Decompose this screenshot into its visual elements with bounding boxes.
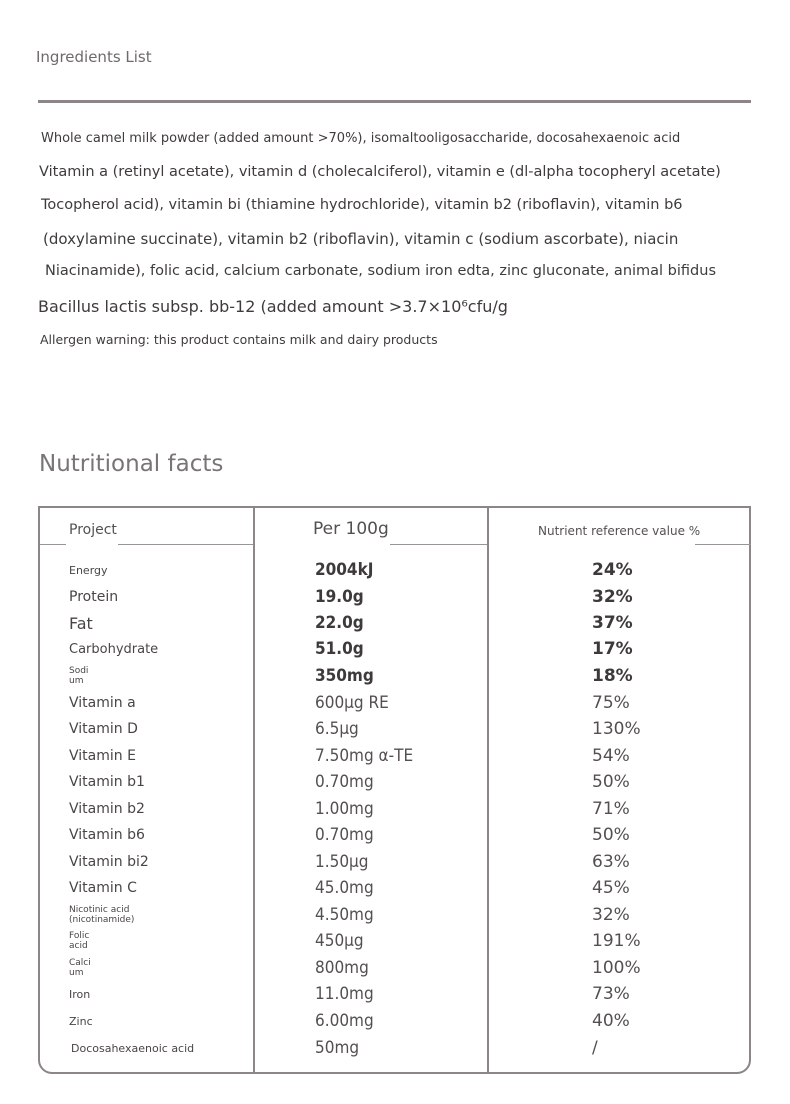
table-row [40, 902, 749, 928]
nrv-value: 50% [592, 772, 630, 792]
nrv-value: 54% [592, 746, 630, 766]
column-header-nrv: Nutrient reference value % [538, 524, 701, 538]
nutrient-name: Calcium [69, 958, 91, 978]
table-row [40, 796, 749, 822]
ingredients-heading: Ingredients List [36, 48, 152, 66]
nrv-value: 71% [592, 799, 630, 819]
nrv-value: 73% [592, 984, 630, 1004]
nutrition-table [38, 506, 751, 1074]
nutrient-name: Vitamin a [69, 695, 136, 711]
table-row [40, 849, 749, 875]
nrv-value: 191% [592, 931, 641, 951]
nutrient-name: Vitamin b1 [69, 774, 145, 790]
table-row [40, 636, 749, 662]
nutrient-name: Folic acid [69, 931, 90, 951]
per-100g-value: 1.50μg [315, 852, 369, 872]
nutrient-name: Vitamin D [69, 721, 138, 737]
table-row [40, 875, 749, 901]
nutrient-name: Vitamin b6 [69, 827, 145, 843]
nrv-value: 100% [592, 958, 641, 978]
nutrition-title: Nutritional facts [39, 451, 224, 477]
per-100g-value: 2004kJ [315, 560, 374, 580]
per-100g-value: 51.0g [315, 639, 364, 659]
nrv-value: 50% [592, 825, 630, 845]
per-100g-value: 1.00mg [315, 799, 374, 819]
nutrient-name: Iron [69, 987, 91, 1001]
table-row [40, 1008, 749, 1034]
header-underline [695, 544, 751, 545]
table-row [40, 1035, 749, 1061]
table-row [40, 955, 749, 981]
ingredients-line: Bacillus lactis subsp. bb-12 (added amount >3.7×10⁶cfu/g [38, 297, 508, 316]
nrv-value: 32% [592, 905, 630, 925]
nutrient-name: Vitamin C [69, 880, 137, 896]
per-100g-value: 19.0g [315, 587, 364, 607]
per-100g-value: 45.0mg [315, 878, 374, 898]
header-underline [40, 544, 66, 545]
per-100g-value: 11.0mg [315, 984, 374, 1004]
table-row [40, 690, 749, 716]
nrv-value: 40% [592, 1011, 630, 1031]
table-row [40, 663, 749, 689]
nutrient-name: Vitamin b2 [69, 801, 145, 817]
per-100g-value: 22.0g [315, 613, 364, 633]
header-underline [118, 544, 253, 545]
nrv-value: 32% [592, 587, 633, 607]
allergen-warning: Allergen warning: this product contains milk and dairy products [40, 332, 438, 347]
header-underline [390, 544, 487, 545]
per-100g-value: 4.50mg [315, 905, 374, 925]
nrv-value: 37% [592, 613, 633, 633]
per-100g-value: 6.00mg [315, 1011, 374, 1031]
ingredients-line: Whole camel milk powder (added amount >70%), isomaltooligosaccharide, docosahexaenoic acid [41, 131, 681, 146]
table-row [40, 928, 749, 954]
nrv-value: 63% [592, 852, 630, 872]
nrv-value: 17% [592, 639, 633, 659]
nutrient-name: Carbohydrate [69, 641, 159, 657]
ingredients-divider [38, 100, 751, 103]
per-100g-value: 6.5μg [315, 719, 359, 739]
table-row [40, 743, 749, 769]
ingredients-line: Niacinamide), folic acid, calcium carbonate, sodium iron edta, zinc gluconate, animal bifidus [45, 263, 717, 279]
nutrient-name: Zinc [69, 1014, 93, 1028]
per-100g-value: 0.70mg [315, 825, 374, 845]
nutrient-name: Fat [69, 613, 93, 633]
table-row [40, 981, 749, 1007]
column-header-project: Project [69, 522, 117, 538]
per-100g-value: 7.50mg α-TE [315, 746, 414, 766]
table-row [40, 557, 749, 583]
table-row [40, 610, 749, 636]
table-row [40, 716, 749, 742]
ingredients-line: Vitamin a (retinyl acetate), vitamin d (cholecalciferol), vitamin e (dl-alpha tocopheryl acetate) [39, 164, 721, 180]
per-100g-value: 50mg [315, 1038, 360, 1058]
per-100g-value: 0.70mg [315, 772, 374, 792]
ingredients-line: Tocopherol acid), vitamin bi (thiamine hydrochloride), vitamin b2 (riboflavin), vitamin b6 [41, 197, 683, 213]
nutrient-name: Nicotinic acid (nicotinamide) [69, 905, 135, 925]
nutrient-name: Protein [69, 589, 119, 605]
nrv-value: 45% [592, 878, 630, 898]
nutrient-name: Energy [69, 563, 108, 577]
nutrient-name: Docosahexaenoic acid [71, 1041, 195, 1055]
table-row [40, 822, 749, 848]
table-row [40, 584, 749, 610]
ingredients-line: (doxylamine succinate), vitamin b2 (riboflavin), vitamin c (sodium ascorbate), niacin [43, 230, 679, 248]
nrv-value: / [592, 1038, 598, 1058]
table-row [40, 769, 749, 795]
column-header-per-100g: Per 100g [313, 519, 389, 539]
nrv-value: 24% [592, 560, 633, 580]
nutrient-name: Vitamin bi2 [69, 854, 149, 870]
nrv-value: 130% [592, 719, 641, 739]
per-100g-value: 450μg [315, 931, 364, 951]
per-100g-value: 350mg [315, 666, 374, 686]
nrv-value: 75% [592, 693, 630, 713]
nutrient-name: Vitamin E [69, 748, 136, 764]
per-100g-value: 600μg RE [315, 693, 389, 713]
nutrient-name: Sodium [69, 666, 89, 686]
nrv-value: 18% [592, 666, 633, 686]
per-100g-value: 800mg [315, 958, 369, 978]
